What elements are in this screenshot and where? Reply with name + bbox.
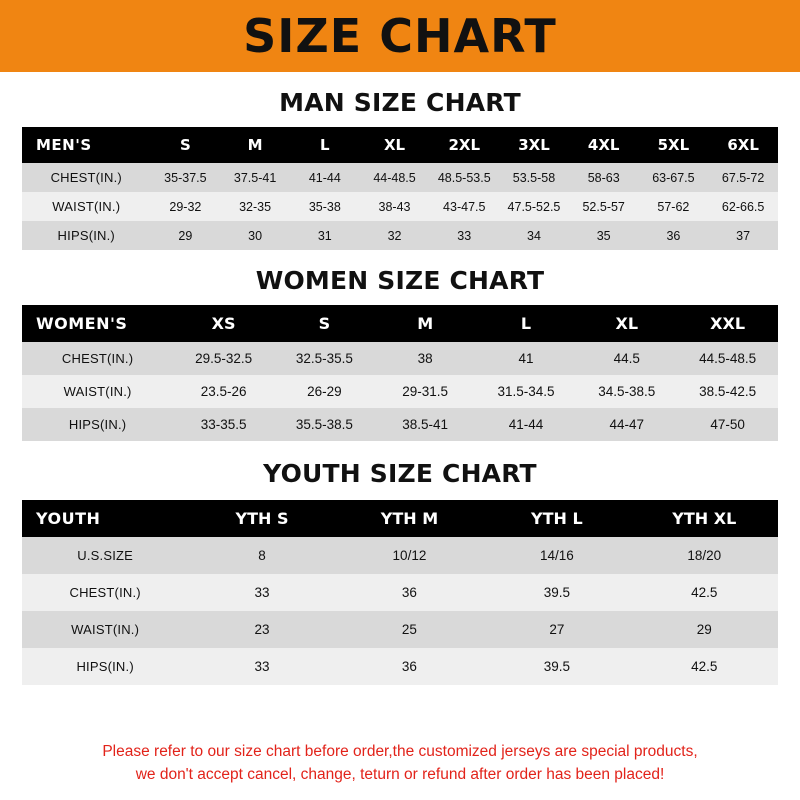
- cell: 43-47.5: [429, 192, 499, 221]
- cell: 36: [336, 648, 483, 685]
- table-row: [22, 648, 778, 685]
- footer-line-2: we don't accept cancel, change, teturn or refund after order has been placed!: [135, 765, 665, 783]
- youth-size-table: [22, 500, 778, 685]
- table-header-row: [22, 500, 778, 537]
- column-header-xxl: XXL: [677, 305, 778, 342]
- cell: 31.5-34.5: [476, 375, 577, 408]
- table-row: [22, 342, 778, 375]
- cell: 35.5-38.5: [274, 408, 375, 441]
- table-header-row: [22, 305, 778, 342]
- cell: 27: [483, 611, 630, 648]
- footer-disclaimer: [22, 730, 778, 800]
- header-banner: [0, 0, 800, 72]
- section-title-youth: YOUTH SIZE CHART: [263, 459, 537, 488]
- cell: 34.5-38.5: [576, 375, 677, 408]
- cell: 38-43: [360, 192, 430, 221]
- cell: 67.5-72: [708, 163, 778, 192]
- women-size-table: [22, 305, 778, 441]
- cell: 26-29: [274, 375, 375, 408]
- column-header-5xl: 5XL: [639, 127, 709, 163]
- row-label-hips: HIPS(IN.): [22, 221, 151, 250]
- cell: 41: [476, 342, 577, 375]
- cell: 41-44: [290, 163, 360, 192]
- cell: 29: [631, 611, 778, 648]
- cell: 62-66.5: [708, 192, 778, 221]
- cell: 44-48.5: [360, 163, 430, 192]
- cell: 48.5-53.5: [429, 163, 499, 192]
- column-header-6xl: 6XL: [708, 127, 778, 163]
- cell: 38.5-42.5: [677, 375, 778, 408]
- column-header-l: L: [290, 127, 360, 163]
- table-row: [22, 192, 778, 221]
- column-header-l: L: [476, 305, 577, 342]
- column-header-yth-m: YTH M: [336, 500, 483, 537]
- cell: 10/12: [336, 537, 483, 574]
- cell: 52.5-57: [569, 192, 639, 221]
- cell: 36: [336, 574, 483, 611]
- section-title-man: MAN SIZE CHART: [279, 88, 521, 117]
- cell: 53.5-58: [499, 163, 569, 192]
- cell: 34: [499, 221, 569, 250]
- cell: 33: [188, 648, 335, 685]
- column-header-m: M: [375, 305, 476, 342]
- cell: 58-63: [569, 163, 639, 192]
- cell: 30: [220, 221, 290, 250]
- cell: 31: [290, 221, 360, 250]
- chart-content: [0, 72, 800, 800]
- table-row: [22, 611, 778, 648]
- cell: 41-44: [476, 408, 577, 441]
- column-header-m: M: [220, 127, 290, 163]
- youth-table-header: [22, 500, 778, 537]
- women-table-body: [22, 342, 778, 441]
- cell: 29-32: [151, 192, 221, 221]
- page-title: SIZE CHART: [243, 9, 557, 63]
- cell: 37.5-41: [220, 163, 290, 192]
- cell: 23.5-26: [173, 375, 274, 408]
- row-label-waist: WAIST(IN.): [22, 375, 173, 408]
- cell: 42.5: [631, 574, 778, 611]
- cell: 44.5: [576, 342, 677, 375]
- cell: 29: [151, 221, 221, 250]
- man-table-header: [22, 127, 778, 163]
- row-label-chest: CHEST(IN.): [22, 574, 188, 611]
- man-size-table: [22, 127, 778, 250]
- cell: 39.5: [483, 648, 630, 685]
- column-header-xs: XS: [173, 305, 274, 342]
- row-label-waist: WAIST(IN.): [22, 192, 151, 221]
- table-row: [22, 375, 778, 408]
- cell: 29.5-32.5: [173, 342, 274, 375]
- table-header-row: [22, 127, 778, 163]
- cell: 35-37.5: [151, 163, 221, 192]
- column-header-womens: WOMEN'S: [22, 305, 173, 342]
- cell: 33: [188, 574, 335, 611]
- column-header-xl: XL: [576, 305, 677, 342]
- cell: 18/20: [631, 537, 778, 574]
- cell: 37: [708, 221, 778, 250]
- cell: 25: [336, 611, 483, 648]
- cell: 35-38: [290, 192, 360, 221]
- column-header-xl: XL: [360, 127, 430, 163]
- column-header-youth: YOUTH: [22, 500, 188, 537]
- column-header-4xl: 4XL: [569, 127, 639, 163]
- cell: 36: [639, 221, 709, 250]
- row-label-hips: HIPS(IN.): [22, 648, 188, 685]
- column-header-s: S: [151, 127, 221, 163]
- cell: 47.5-52.5: [499, 192, 569, 221]
- cell: 32.5-35.5: [274, 342, 375, 375]
- women-table-header: [22, 305, 778, 342]
- column-header-mens: MEN'S: [22, 127, 151, 163]
- table-row: [22, 537, 778, 574]
- column-header-yth-xl: YTH XL: [631, 500, 778, 537]
- column-header-yth-l: YTH L: [483, 500, 630, 537]
- row-label-chest: CHEST(IN.): [22, 163, 151, 192]
- row-label-hips: HIPS(IN.): [22, 408, 173, 441]
- cell: 38.5-41: [375, 408, 476, 441]
- cell: 44.5-48.5: [677, 342, 778, 375]
- row-label-waist: WAIST(IN.): [22, 611, 188, 648]
- cell: 14/16: [483, 537, 630, 574]
- cell: 32: [360, 221, 430, 250]
- man-table-body: [22, 163, 778, 250]
- cell: 42.5: [631, 648, 778, 685]
- footer-line-1: Please refer to our size chart before order,the customized jerseys are special products,: [102, 742, 698, 760]
- cell: 33-35.5: [173, 408, 274, 441]
- cell: 32-35: [220, 192, 290, 221]
- row-label-us-size: U.S.SIZE: [22, 537, 188, 574]
- column-header-yth-s: YTH S: [188, 500, 335, 537]
- cell: 33: [429, 221, 499, 250]
- cell: 23: [188, 611, 335, 648]
- cell: 39.5: [483, 574, 630, 611]
- table-row: [22, 408, 778, 441]
- cell: 47-50: [677, 408, 778, 441]
- table-row: [22, 574, 778, 611]
- column-header-2xl: 2XL: [429, 127, 499, 163]
- column-header-s: S: [274, 305, 375, 342]
- cell: 29-31.5: [375, 375, 476, 408]
- cell: 57-62: [639, 192, 709, 221]
- table-row: [22, 221, 778, 250]
- cell: 63-67.5: [639, 163, 709, 192]
- youth-table-body: [22, 537, 778, 685]
- cell: 44-47: [576, 408, 677, 441]
- cell: 38: [375, 342, 476, 375]
- table-row: [22, 163, 778, 192]
- section-title-women: WOMEN SIZE CHART: [255, 266, 545, 295]
- row-label-chest: CHEST(IN.): [22, 342, 173, 375]
- column-header-3xl: 3XL: [499, 127, 569, 163]
- cell: 8: [188, 537, 335, 574]
- cell: 35: [569, 221, 639, 250]
